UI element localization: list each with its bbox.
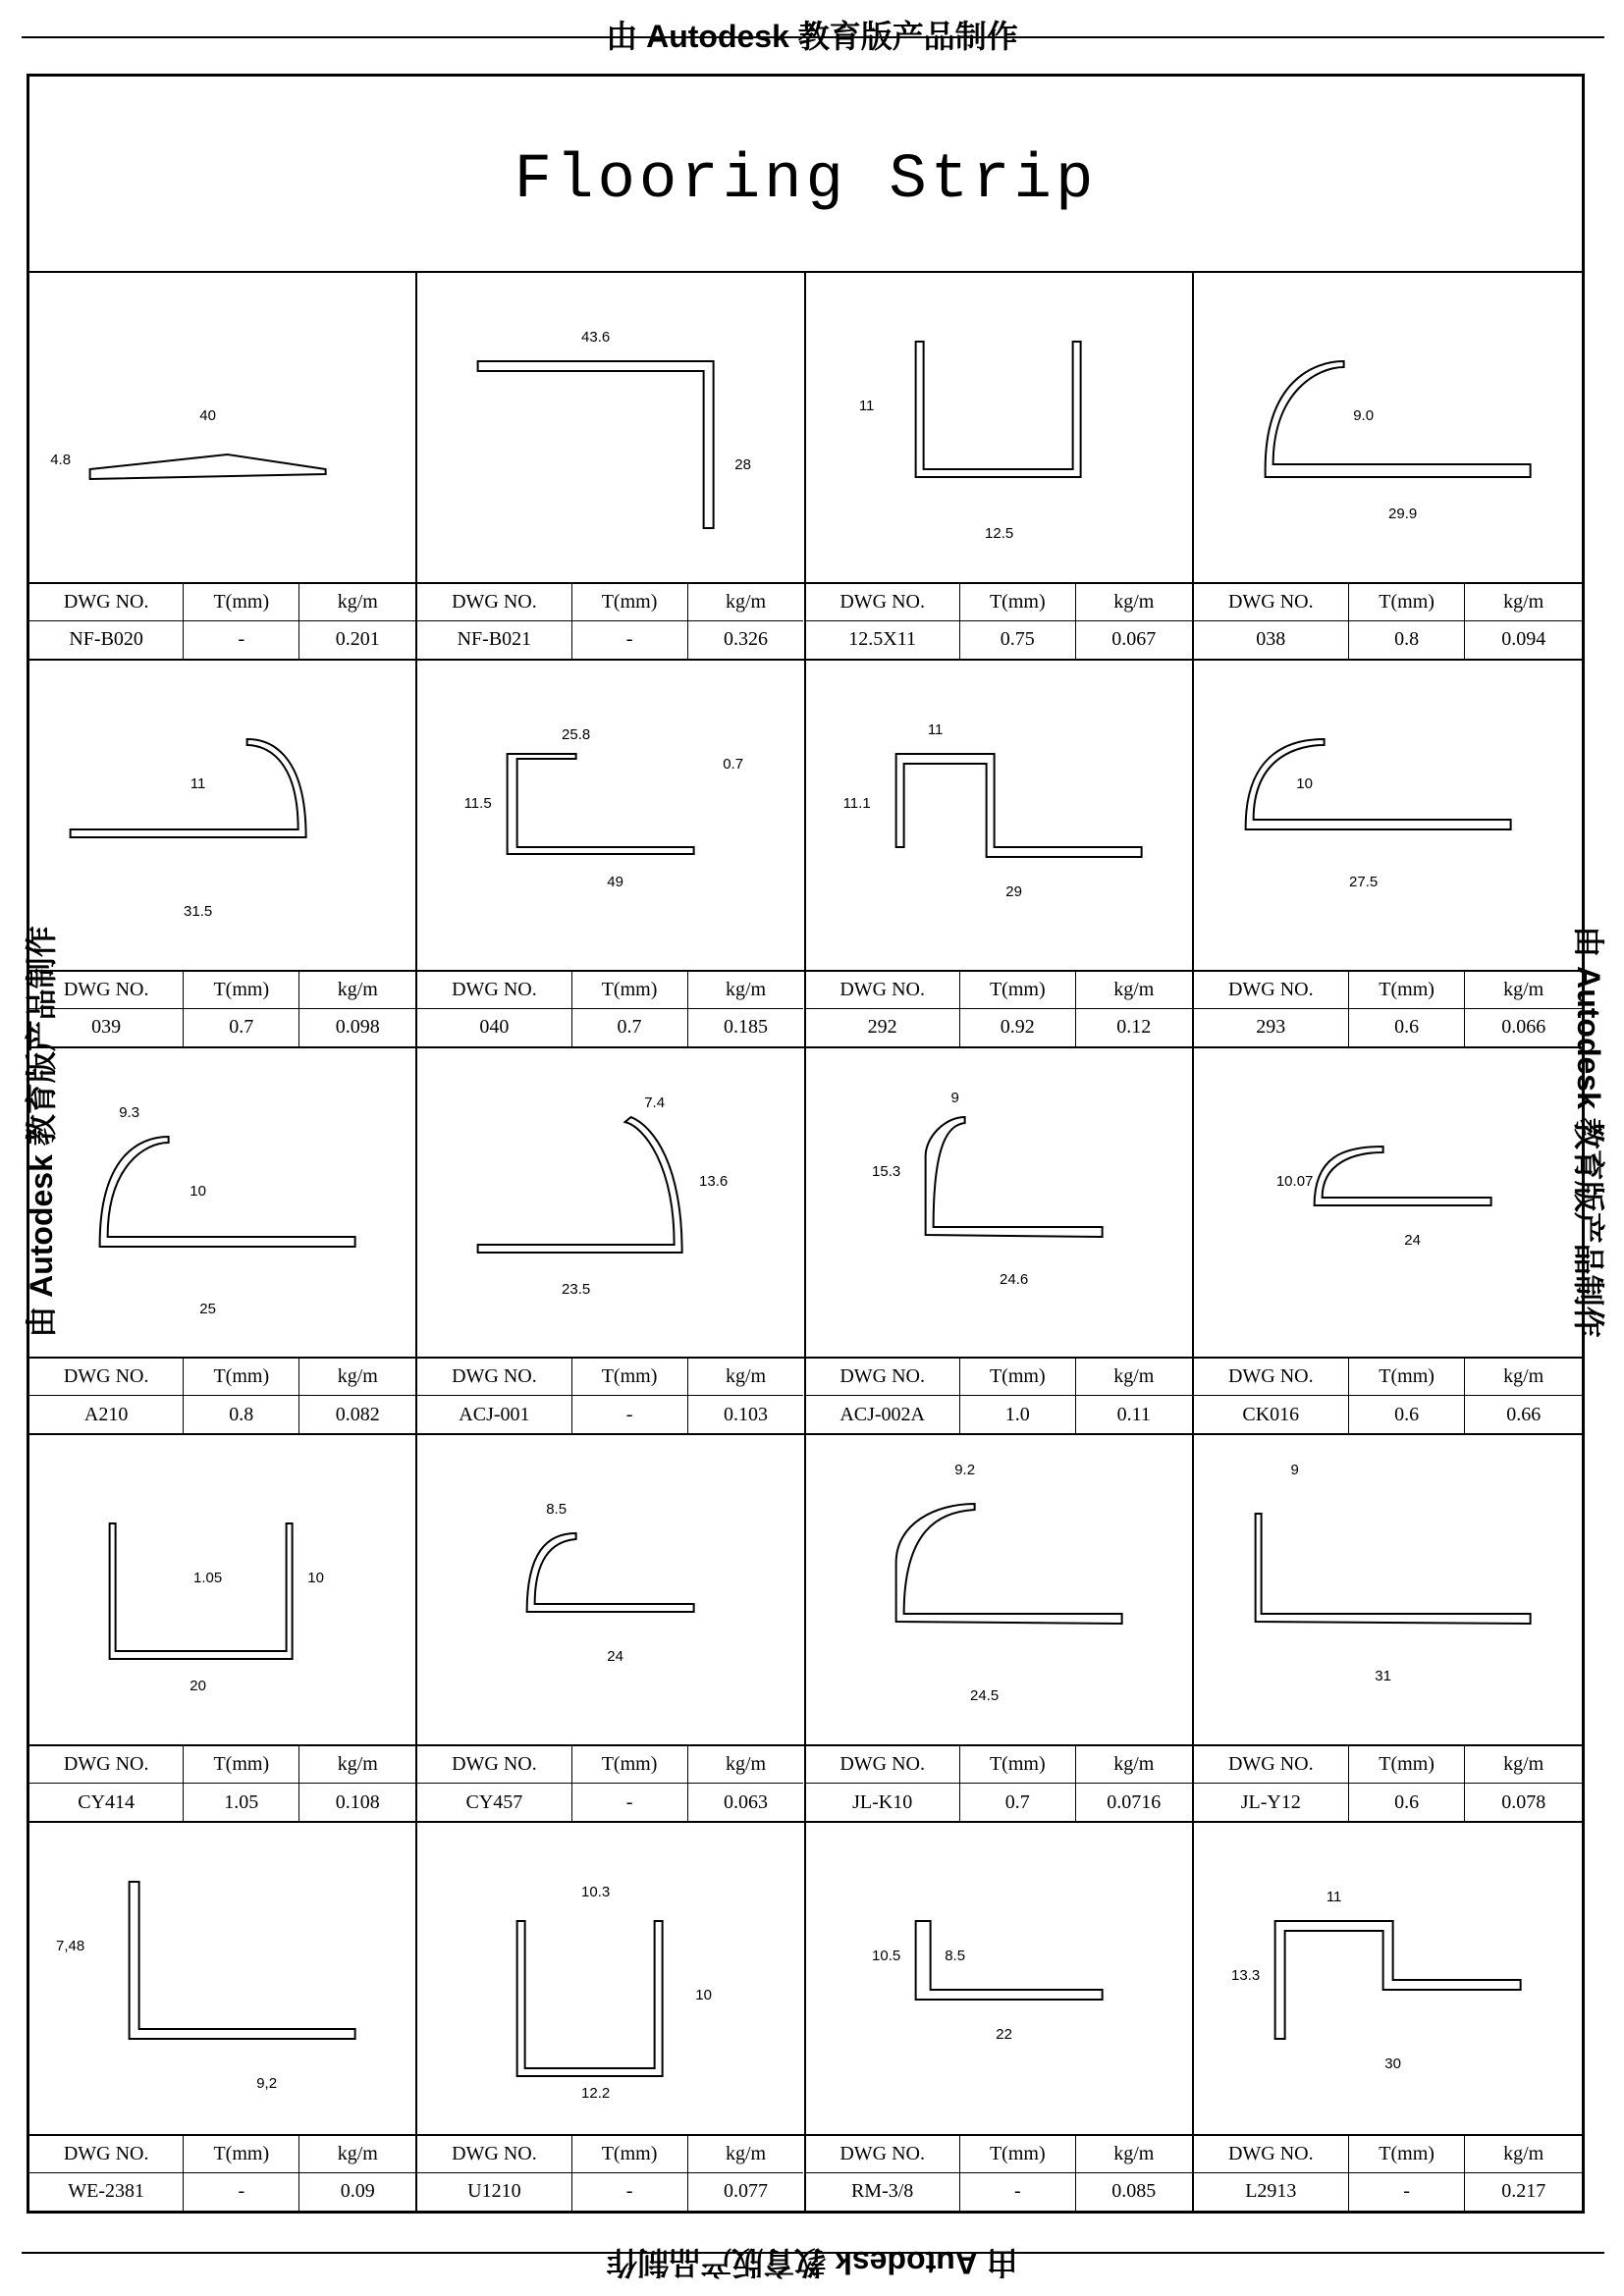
spec-table xyxy=(806,582,1192,659)
kg-header: kg/m xyxy=(1465,2136,1582,2173)
t-value: 0.8 xyxy=(184,1396,299,1433)
kg-header: kg/m xyxy=(299,1359,415,1396)
profile-drawing xyxy=(417,661,803,971)
dwg-header: DWG NO. xyxy=(1194,1359,1349,1396)
kg-value: 0.063 xyxy=(724,1790,768,1813)
dimension-label: 9.0 xyxy=(1352,407,1374,424)
profile-drawing xyxy=(806,273,1192,583)
profile-outline xyxy=(527,1533,694,1612)
spec-table xyxy=(29,970,415,1046)
t-header: T(mm) xyxy=(960,1746,1076,1784)
profile-outline xyxy=(90,454,326,479)
dimension-label: 24.5 xyxy=(969,1687,999,1705)
dimension-label: 29 xyxy=(1004,882,1022,900)
dwg-value: 293 xyxy=(1194,1009,1349,1046)
spec-table xyxy=(1194,2134,1582,2211)
dimension-label: 23.5 xyxy=(562,1280,591,1298)
dimension-label: 10 xyxy=(695,1987,713,2004)
spec-table xyxy=(806,2134,1192,2211)
dwg-value: CK016 xyxy=(1194,1396,1349,1433)
profile-cell xyxy=(417,661,805,1048)
dwg-value: RM-3/8 xyxy=(806,2173,960,2211)
profile-cell xyxy=(1194,273,1582,661)
t-value: 0.6 xyxy=(1349,1396,1466,1433)
t-value: 0.7 xyxy=(960,1784,1076,1821)
dimension-label: 9.2 xyxy=(953,1462,975,1479)
profile-drawing xyxy=(1194,661,1582,971)
profile-outline xyxy=(478,361,714,528)
dwg-value: ACJ-002A xyxy=(806,1396,960,1433)
dwg-value: JL-K10 xyxy=(806,1784,960,1821)
profile-outline xyxy=(517,1921,663,2076)
divider xyxy=(22,36,1604,38)
spec-table xyxy=(417,1744,803,1821)
spec-table xyxy=(417,582,803,659)
dwg-header: DWG NO. xyxy=(806,1746,960,1784)
t-header: T(mm) xyxy=(572,1359,688,1396)
dwg-header: DWG NO. xyxy=(1194,2136,1349,2173)
dwg-value: 039 xyxy=(29,1009,184,1046)
profile-cell xyxy=(806,661,1194,1048)
spec-table xyxy=(29,1357,415,1433)
kg-value: 0.066 xyxy=(1501,1016,1546,1039)
dwg-header: DWG NO. xyxy=(29,1359,184,1396)
kg-header: kg/m xyxy=(299,584,415,621)
profile-drawing xyxy=(806,661,1192,971)
t-value: - xyxy=(184,2173,299,2211)
dwg-header: DWG NO. xyxy=(1194,584,1349,621)
profile-cell xyxy=(1194,1435,1582,1823)
profile-outline xyxy=(895,1504,1121,1624)
dimension-label: 27.5 xyxy=(1348,873,1378,890)
kg-header: kg/m xyxy=(299,972,415,1009)
profile-drawing xyxy=(29,1048,415,1359)
kg-value: 0.082 xyxy=(335,1403,380,1425)
dimension-label: 11.1 xyxy=(842,794,871,812)
dwg-header: DWG NO. xyxy=(417,972,571,1009)
dwg-value: A210 xyxy=(29,1396,184,1433)
spec-table xyxy=(1194,970,1582,1046)
profile-outline xyxy=(915,342,1080,477)
spec-table xyxy=(1194,1744,1582,1821)
spec-table xyxy=(806,1744,1192,1821)
t-value: 0.92 xyxy=(960,1009,1076,1046)
t-header: T(mm) xyxy=(572,584,688,621)
kg-value: 0.078 xyxy=(1501,1790,1546,1813)
profile-cell xyxy=(806,273,1194,661)
watermark-bottom: 由 Autodesk 教育版产品制作 xyxy=(606,2245,1018,2280)
profile-cell xyxy=(417,273,805,661)
kg-header: kg/m xyxy=(1465,1746,1582,1784)
dwg-value: 038 xyxy=(1194,621,1349,659)
profile-outline xyxy=(915,1921,1102,2000)
profile-cell xyxy=(29,661,417,1048)
kg-value: 0.09 xyxy=(340,2180,375,2203)
t-header: T(mm) xyxy=(572,2136,688,2173)
dimension-label: 12.5 xyxy=(984,525,1013,542)
dwg-value: CY414 xyxy=(29,1784,184,1821)
kg-header: kg/m xyxy=(1076,1746,1192,1784)
profile-drawing xyxy=(29,1823,415,2133)
dwg-value: 292 xyxy=(806,1009,960,1046)
dwg-value: 040 xyxy=(417,1009,571,1046)
watermark-right: 由 Autodesk 教育版产品制作 xyxy=(1571,926,1606,1338)
profile-outline xyxy=(1314,1147,1490,1205)
t-header: T(mm) xyxy=(1349,584,1466,621)
dimension-label: 28 xyxy=(734,456,752,473)
dimension-label: 22 xyxy=(995,2026,1012,2044)
dimension-label: 0.7 xyxy=(723,755,744,773)
dwg-value: L2913 xyxy=(1194,2173,1349,2211)
title-block xyxy=(29,77,1582,273)
t-value: 1.05 xyxy=(184,1784,299,1821)
page-title: Flooring Strip xyxy=(514,145,1098,216)
dwg-value: NF-B020 xyxy=(29,621,184,659)
kg-header: kg/m xyxy=(299,1746,415,1784)
dimension-label: 24 xyxy=(1404,1231,1421,1249)
dwg-value: ACJ-001 xyxy=(417,1396,571,1433)
t-header: T(mm) xyxy=(184,972,299,1009)
profile-cell xyxy=(417,1048,805,1436)
t-value: - xyxy=(572,1396,688,1433)
dimension-label: 10.5 xyxy=(871,1948,900,1965)
dimension-label: 11 xyxy=(927,721,943,738)
dimension-label: 11.5 xyxy=(463,794,492,812)
dwg-value: JL-Y12 xyxy=(1194,1784,1349,1821)
profile-outline xyxy=(508,754,694,854)
profile-outline xyxy=(71,739,306,837)
profile-outline xyxy=(925,1117,1102,1237)
dwg-value: U1210 xyxy=(417,2173,571,2211)
profile-drawing xyxy=(417,1435,803,1745)
dimension-label: 43.6 xyxy=(581,329,611,346)
dimension-label: 10 xyxy=(307,1570,324,1587)
profile-outline xyxy=(1274,1921,1520,2039)
t-value: - xyxy=(960,2173,1076,2211)
dimension-label: 31.5 xyxy=(184,902,213,920)
t-value: 0.75 xyxy=(960,621,1076,659)
profile-cell xyxy=(806,1435,1194,1823)
profile-cell xyxy=(417,1435,805,1823)
t-header: T(mm) xyxy=(184,1359,299,1396)
drawing-sheet xyxy=(27,74,1585,2214)
t-header: T(mm) xyxy=(184,584,299,621)
kg-header: kg/m xyxy=(1465,584,1582,621)
spec-table xyxy=(417,2134,803,2211)
profile-cell xyxy=(29,1435,417,1823)
t-header: T(mm) xyxy=(1349,1359,1466,1396)
dimension-label: 8.5 xyxy=(546,1501,568,1519)
profile-cell xyxy=(29,1823,417,2211)
t-value: - xyxy=(572,1784,688,1821)
kg-header: kg/m xyxy=(299,2136,415,2173)
dimension-label: 20 xyxy=(189,1678,206,1695)
profile-outline xyxy=(110,1523,293,1659)
dimension-label: 10.3 xyxy=(581,1884,611,1901)
t-value: 1.0 xyxy=(960,1396,1076,1433)
dwg-header: DWG NO. xyxy=(417,1746,571,1784)
t-value: 0.8 xyxy=(1349,621,1466,659)
t-value: - xyxy=(572,2173,688,2211)
t-value: 0.6 xyxy=(1349,1784,1466,1821)
t-header: T(mm) xyxy=(960,1359,1076,1396)
dimension-label: 8.5 xyxy=(944,1948,965,1965)
dimension-label: 7.4 xyxy=(644,1094,666,1111)
spec-table xyxy=(29,582,415,659)
dwg-header: DWG NO. xyxy=(1194,1746,1349,1784)
dimension-label: 10.07 xyxy=(1275,1172,1314,1190)
dwg-header: DWG NO. xyxy=(417,584,571,621)
profile-drawing xyxy=(29,273,415,583)
kg-header: kg/m xyxy=(1465,972,1582,1009)
profile-outline xyxy=(100,1137,355,1247)
kg-header: kg/m xyxy=(688,2136,804,2173)
kg-header: kg/m xyxy=(688,1746,804,1784)
profile-drawing xyxy=(806,1435,1192,1745)
profile-cell xyxy=(417,1823,805,2211)
profile-outline xyxy=(1255,1514,1530,1624)
kg-header: kg/m xyxy=(688,584,804,621)
profile-cell xyxy=(806,1048,1194,1436)
profile-drawing xyxy=(29,1435,415,1745)
dimension-label: 24 xyxy=(607,1648,624,1666)
kg-header: kg/m xyxy=(688,972,804,1009)
dwg-header: DWG NO. xyxy=(806,584,960,621)
dwg-header: DWG NO. xyxy=(29,584,184,621)
profile-drawing xyxy=(417,1048,803,1359)
kg-value: 0.103 xyxy=(724,1403,768,1425)
kg-value: 0.217 xyxy=(1501,2180,1546,2203)
profile-cell xyxy=(1194,661,1582,1048)
dwg-header: DWG NO. xyxy=(417,2136,571,2173)
profile-drawing xyxy=(1194,273,1582,583)
kg-value: 0.094 xyxy=(1501,628,1546,651)
dimension-label: 40 xyxy=(199,407,216,424)
kg-header: kg/m xyxy=(1076,584,1192,621)
t-header: T(mm) xyxy=(1349,1746,1466,1784)
dwg-header: DWG NO. xyxy=(29,972,184,1009)
profile-drawing xyxy=(1194,1823,1582,2133)
t-header: T(mm) xyxy=(960,2136,1076,2173)
kg-header: kg/m xyxy=(1465,1359,1582,1396)
dwg-value: CY457 xyxy=(417,1784,571,1821)
dwg-header: DWG NO. xyxy=(417,1359,571,1396)
dimension-label: 9,2 xyxy=(256,2075,278,2093)
spec-table xyxy=(1194,1357,1582,1433)
dwg-header: DWG NO. xyxy=(806,972,960,1009)
dimension-label: 11 xyxy=(1326,1889,1342,1906)
dimension-label: 29.9 xyxy=(1387,506,1417,522)
kg-header: kg/m xyxy=(1076,2136,1192,2173)
spec-table xyxy=(806,1357,1192,1433)
dimension-label: 25 xyxy=(199,1300,216,1317)
dwg-value: NF-B021 xyxy=(417,621,571,659)
dwg-header: DWG NO. xyxy=(806,1359,960,1396)
spec-table xyxy=(417,970,803,1046)
profile-outline xyxy=(1265,361,1530,477)
t-header: T(mm) xyxy=(572,972,688,1009)
kg-header: kg/m xyxy=(1076,1359,1192,1396)
profile-drawing xyxy=(1194,1435,1582,1745)
kg-value: 0.185 xyxy=(724,1016,768,1039)
dimension-label: 24.6 xyxy=(999,1270,1028,1288)
profile-drawing xyxy=(806,1048,1192,1359)
t-header: T(mm) xyxy=(1349,972,1466,1009)
spec-table xyxy=(29,1744,415,1821)
t-header: T(mm) xyxy=(960,972,1076,1009)
dimension-label: 11 xyxy=(189,774,206,792)
t-header: T(mm) xyxy=(960,584,1076,621)
dimension-label: 31 xyxy=(1375,1668,1391,1685)
dimension-label: 9 xyxy=(1290,1462,1299,1479)
kg-value: 0.12 xyxy=(1116,1016,1152,1039)
kg-value: 0.0716 xyxy=(1107,1790,1162,1813)
t-header: T(mm) xyxy=(184,2136,299,2173)
profile-cell xyxy=(806,1823,1194,2211)
profile-outline xyxy=(478,1117,682,1253)
t-header: T(mm) xyxy=(572,1746,688,1784)
dwg-value: WE-2381 xyxy=(29,2173,184,2211)
kg-header: kg/m xyxy=(1076,972,1192,1009)
kg-value: 0.66 xyxy=(1506,1403,1542,1425)
profile-cell xyxy=(1194,1823,1582,2211)
dwg-header: DWG NO. xyxy=(29,1746,184,1784)
dimension-label: 13.3 xyxy=(1230,1967,1260,1985)
kg-value: 0.067 xyxy=(1111,628,1157,651)
spec-table xyxy=(29,2134,415,2211)
dwg-header: DWG NO. xyxy=(1194,972,1349,1009)
t-value: 0.6 xyxy=(1349,1009,1466,1046)
dimension-label: 15.3 xyxy=(871,1162,900,1180)
profile-cell xyxy=(29,273,417,661)
spec-table xyxy=(417,1357,803,1433)
dimension-label: 1.05 xyxy=(193,1570,223,1587)
profile-drawing xyxy=(1194,1048,1582,1359)
spec-table xyxy=(1194,582,1582,659)
dimension-label: 49 xyxy=(607,873,624,890)
kg-header: kg/m xyxy=(688,1359,804,1396)
kg-value: 0.326 xyxy=(724,628,768,651)
kg-value: 0.108 xyxy=(335,1790,380,1813)
t-value: 0.7 xyxy=(184,1009,299,1046)
profile-outline xyxy=(1245,739,1510,829)
dwg-header: DWG NO. xyxy=(29,2136,184,2173)
profile-grid xyxy=(29,273,1582,2211)
t-value: - xyxy=(1349,2173,1466,2211)
t-value: 0.7 xyxy=(572,1009,688,1046)
profile-outline xyxy=(895,754,1141,857)
dimension-label: 9.3 xyxy=(119,1103,140,1121)
t-value: - xyxy=(572,621,688,659)
t-value: - xyxy=(184,621,299,659)
dimension-label: 13.6 xyxy=(699,1172,729,1190)
dimension-label: 12.2 xyxy=(581,2085,611,2103)
kg-value: 0.077 xyxy=(724,2180,768,2203)
dwg-header: DWG NO. xyxy=(806,2136,960,2173)
dwg-value: 12.5X11 xyxy=(806,621,960,659)
dimension-label: 4.8 xyxy=(50,452,72,468)
dimension-label: 10 xyxy=(189,1182,206,1200)
t-header: T(mm) xyxy=(184,1746,299,1784)
watermark-top: 由 Autodesk 教育版产品制作 xyxy=(606,19,1018,54)
dimension-label: 25.8 xyxy=(562,725,591,743)
profile-cell xyxy=(29,1048,417,1436)
kg-value: 0.098 xyxy=(335,1016,380,1039)
kg-value: 0.11 xyxy=(1116,1403,1151,1425)
dimension-label: 7,48 xyxy=(56,1938,85,1955)
profile-drawing xyxy=(29,661,415,971)
profile-drawing xyxy=(417,273,803,583)
t-header: T(mm) xyxy=(1349,2136,1466,2173)
profile-drawing xyxy=(806,1823,1192,2133)
kg-value: 0.085 xyxy=(1111,2180,1157,2203)
watermark-left: 由 Autodesk 教育版产品制作 xyxy=(24,926,59,1338)
dimension-label: 9 xyxy=(949,1089,959,1106)
profile-drawing xyxy=(417,1823,803,2133)
kg-value: 0.201 xyxy=(335,628,380,651)
dimension-label: 10 xyxy=(1296,774,1313,792)
dimension-label: 30 xyxy=(1384,2056,1401,2073)
spec-table xyxy=(806,970,1192,1046)
profile-outline xyxy=(130,1882,355,2039)
profile-cell xyxy=(1194,1048,1582,1436)
dimension-label: 11 xyxy=(858,398,874,414)
